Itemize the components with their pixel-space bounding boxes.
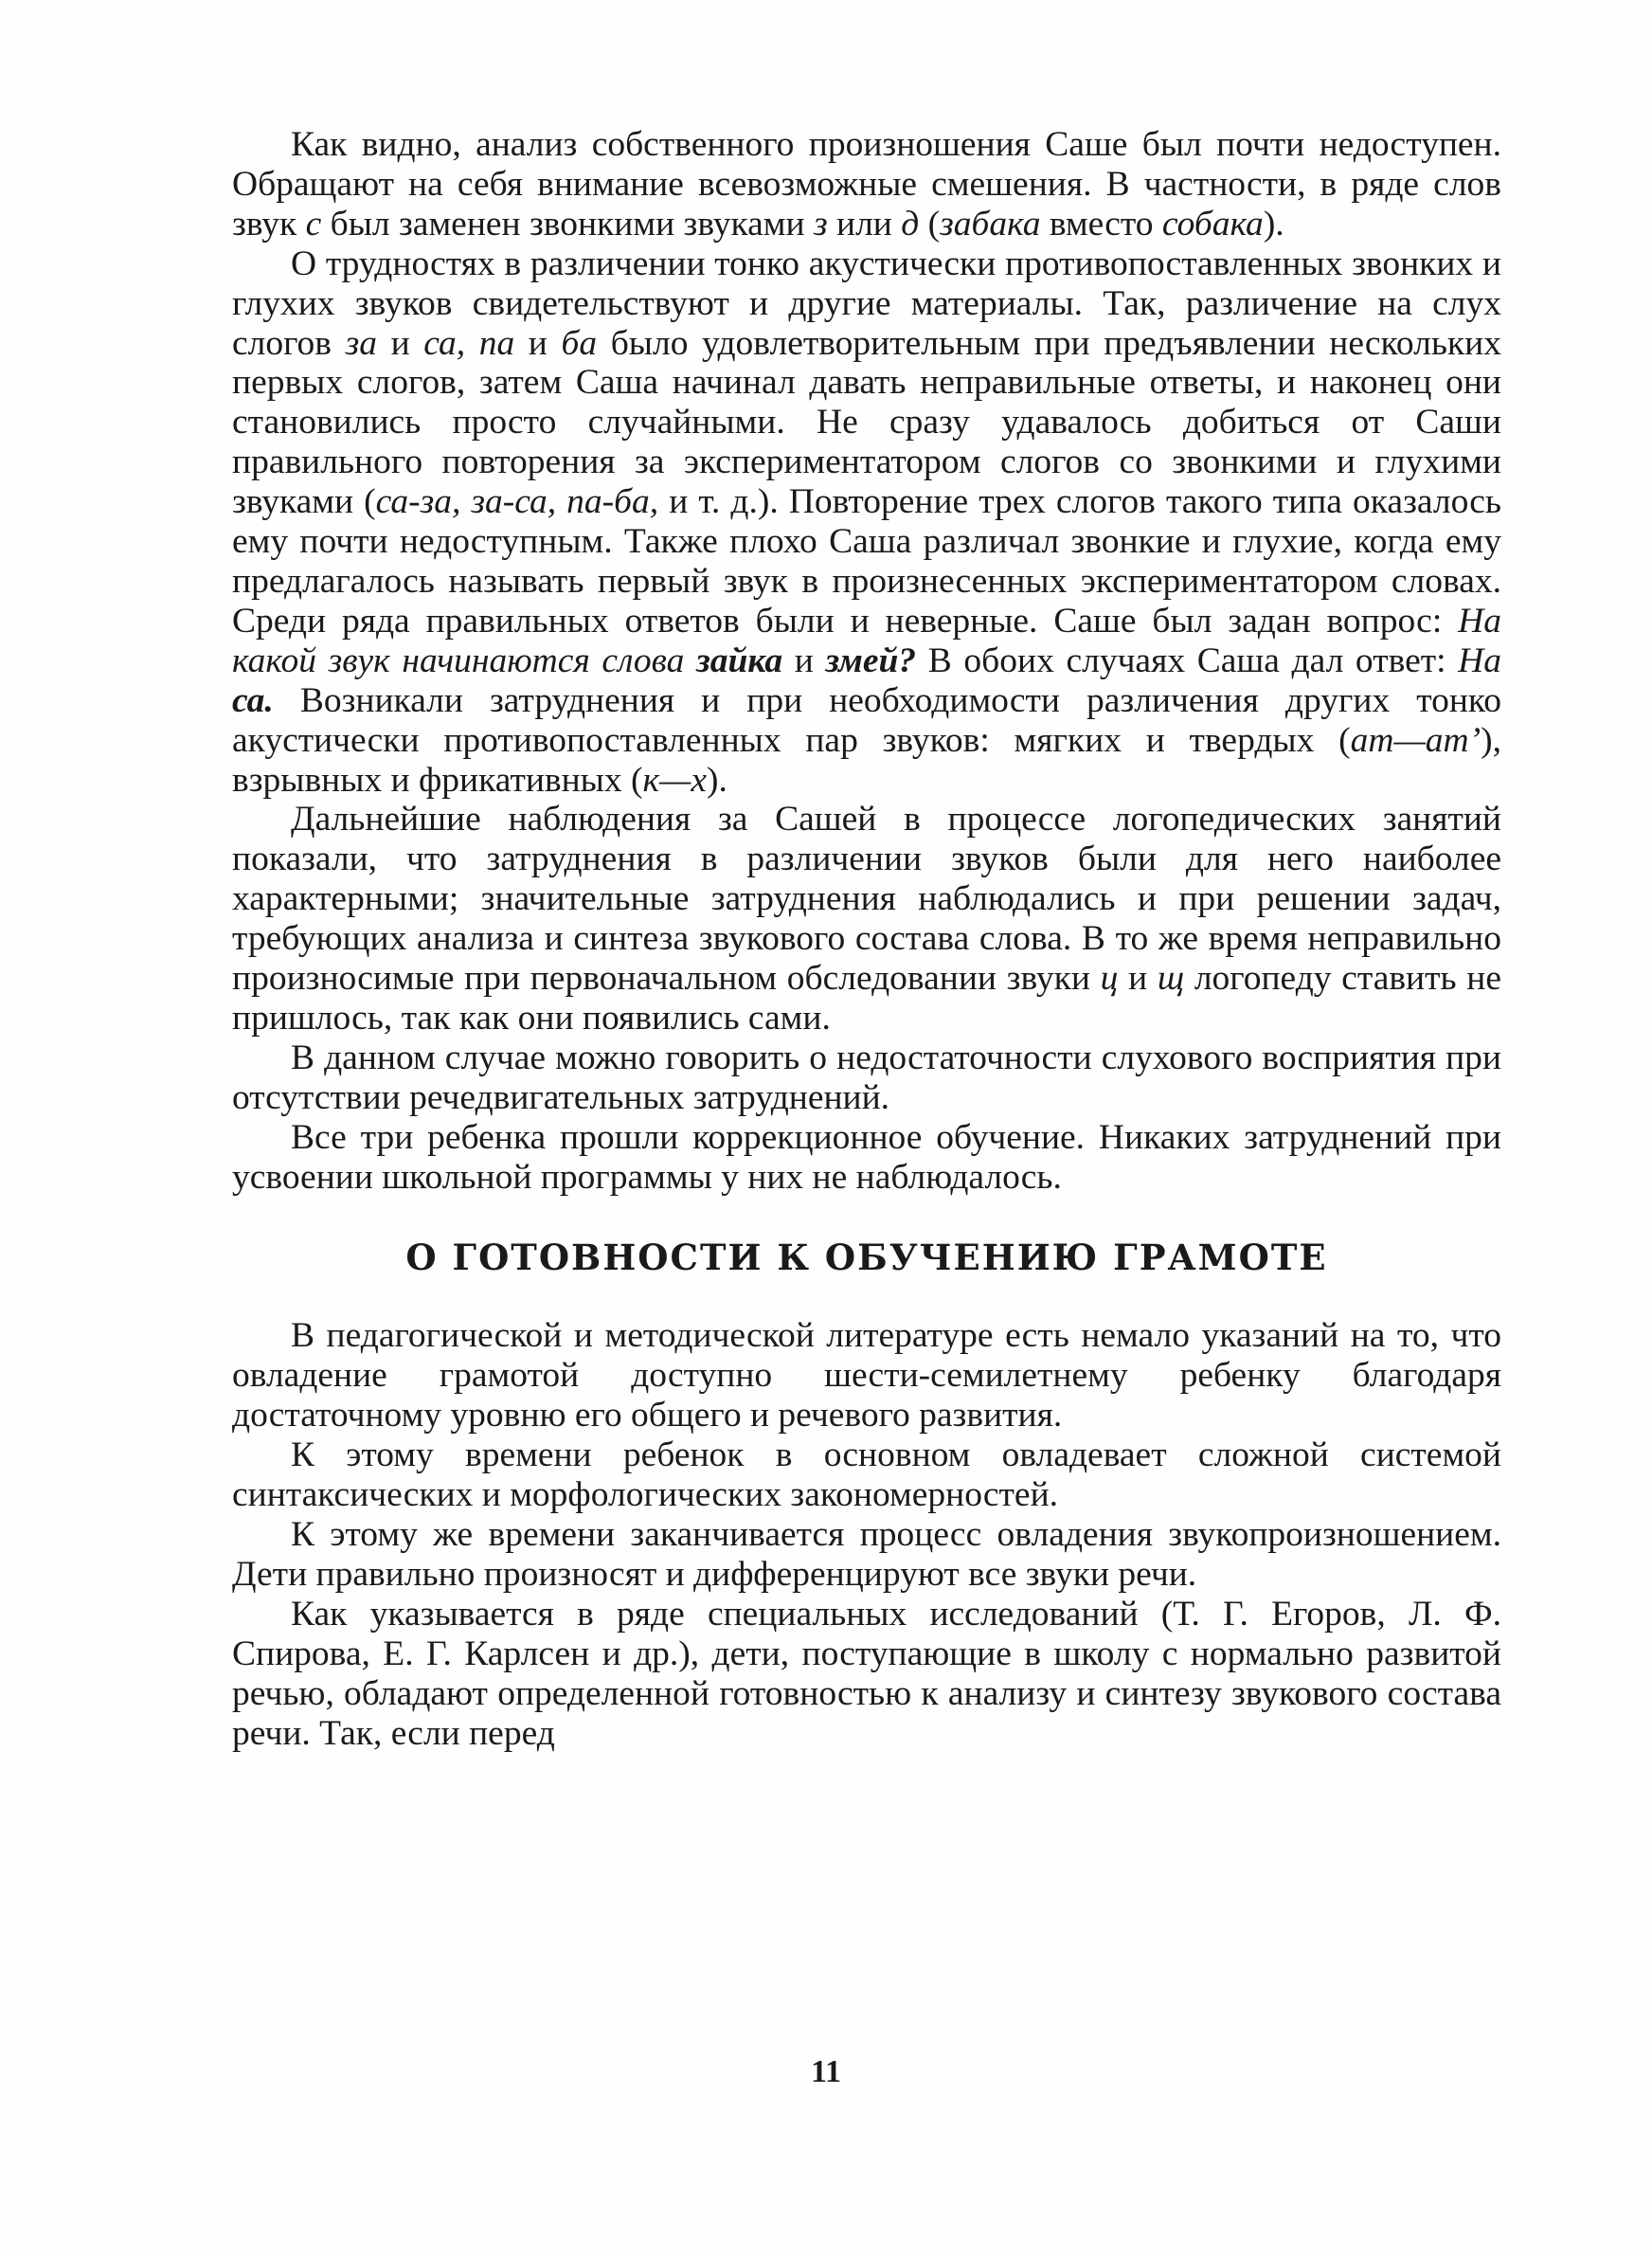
text-column [232, 125, 1501, 1753]
paragraph-further-observations: Дальнейшие наблюдения за Сашей в процессе логопедических занятий показали, что затруднения в различении звуков были для него наиболее характерными; значительные затруднения наблюдались и при решении задач, требующих анализа и синтеза звукового состава слова. В то же время неправильно произносимые при первоначальном обследовании звуки ц и щ логопеду ставить не пришлось, так как они появились сами. [232, 800, 1501, 1038]
paragraph-special-research: Как указывается в ряде специальных исследований (Т. Г. Егоров, Л. Ф. Спирова, Е. Г. Карлсен и др.), дети, поступающие в школу с нормально развитой речью, обладают определенной готовностью к анализу и синтезу звукового состава речи. Так, если перед [232, 1594, 1501, 1753]
paragraph-analysis-pronunciation: Как видно, анализ собственного произношения Саше был почти недоступен. Обращают на себя внимание всевозможные смешения. В частности, в ряде слов звук с был заменен звонкими звуками з или д (забака вместо собака). [232, 125, 1501, 244]
paragraph-literature-references: В педагогической и методической литературе есть немало указаний на то, что овладение грамотой доступно шести-семилетнему ребенку благодаря достаточному уровню его общего и речевого развития. [232, 1316, 1501, 1435]
paragraph-correction-training: Все три ребенка прошли коррекционное обучение. Никаких затруднений при усвоении школьной программы у них не наблюдалось. [232, 1117, 1501, 1197]
section-heading: О ГОТОВНОСТИ К ОБУЧЕНИЮ ГРАМОТЕ [405, 1237, 1328, 1279]
paragraph-voiced-voiceless: О трудностях в различении тонко акустически противопоставленных звонких и глухих звуков свидетельствуют и другие материалы. Так, различение на слух слогов за и са, па и ба было удовлетворительным при предъявлении нескольких первых слогов, затем Саша начинал давать неправильные ответы, и наконец они становились просто случайными. Не сразу удавалось добиться от Саши правильного повторения за экспериментатором слогов со звонкими и глухими звуками (са-за, за-са, па-ба, и т. д.). Повторение трех слогов такого типа оказалось ему почти недоступным. Также плохо Саша различал звонкие и глухие, когда ему предлагалось называть первый звук в произнесенных экспериментатором словах. Среди ряда правильных ответов были и неверные. Саше был задан вопрос: На какой звук начинаются слова зайка и змей? В обоих случаях Саша дал ответ: На са. Возникали затруднения и при необходимости различения других тонко акустически противопоставленных пар звуков: мягких и твердых (ат—ат’), взрывных и фрикативных (к—х). [232, 244, 1501, 800]
paragraph-sound-pronunciation: К этому же времени заканчивается процесс овладения звукопроизношением. Дети правильно произносят и дифференцируют все звуки речи. [232, 1515, 1501, 1594]
paragraph-syntax-morphology: К этому времени ребенок в основном овладевает сложной системой синтаксических и морфологических закономерностей. [232, 1435, 1501, 1515]
page-number: 11 [810, 2054, 842, 2089]
paragraph-auditory-perception: В данном случае можно говорить о недостаточности слухового восприятия при отсутствии речедвигательных затруднений. [232, 1038, 1501, 1117]
